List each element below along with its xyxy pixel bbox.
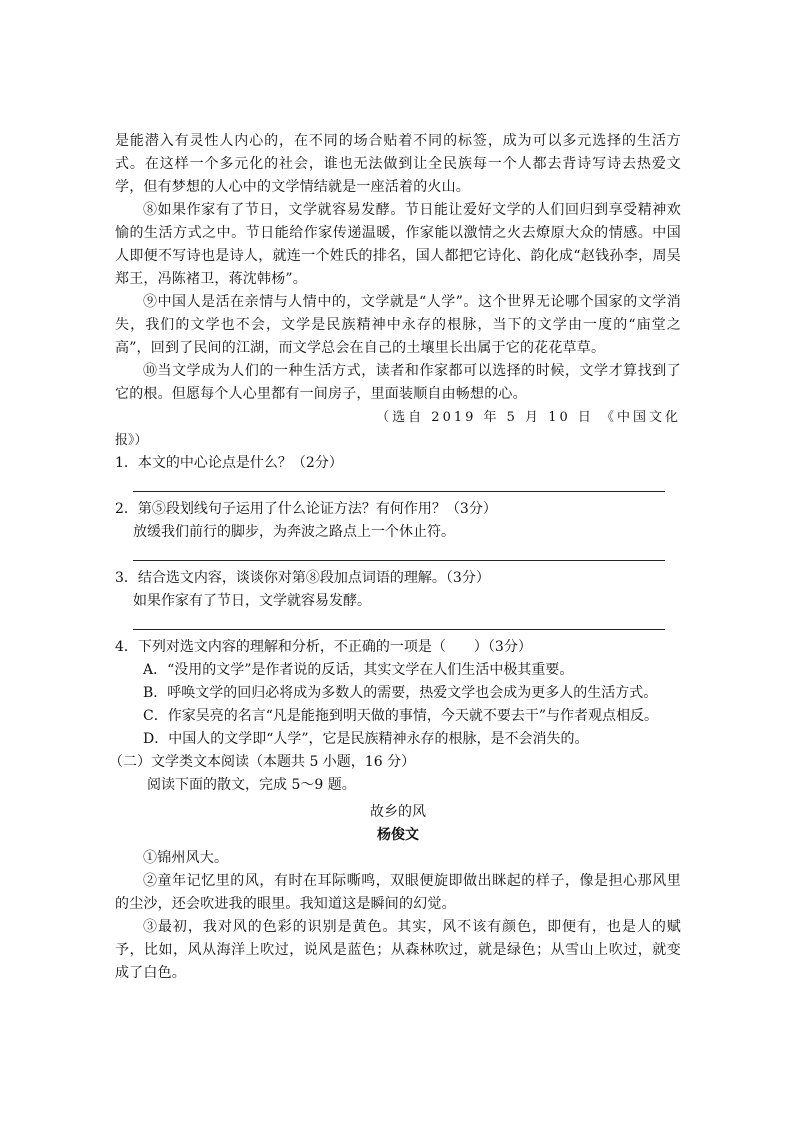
source-citation-tail: 报》） (115, 433, 148, 448)
section-heading: （二）文学类文本阅读（本题共 5 小题，16 分） (109, 754, 416, 770)
option-a[interactable]: A．“没用的文学”是作者说的反话，其实文学在人们生活中极其重要。 (143, 662, 574, 678)
essay-paragraph-1: ①锦州风大。 (143, 850, 229, 866)
section-instruction: 阅读下面的散文，完成 5～9 题。 (147, 777, 356, 793)
question-3-quote: 如果作家有了节日，文学就容易发酵。 (133, 593, 371, 609)
passage-paragraph-10: ⑩当文学成为人们的一种生活方式，读者和作家都可以选择的时候，文学才算找到了它的根。但愿每个人心里都有一间房子，里面装顺自由畅想的心。 (115, 363, 681, 402)
option-d[interactable]: D．中国人的文学即“人学”，它是民族精神永存的根脉，是不会消失的。 (143, 731, 589, 747)
question-4: 4．下列对选文内容的理解和分析，不正确的一项是（ ）（3分） (115, 639, 532, 655)
exam-page (109, 130, 681, 985)
essay-author: 杨俊文 (377, 827, 419, 843)
answer-line-1[interactable] (133, 477, 665, 492)
answer-line-3[interactable] (133, 615, 665, 630)
passage-paragraph-9: ⑨中国人是活在亲情与人情中的，文学就是“人学”。这个世界无论哪个国家的文学消失，我们的文学也不会，文学是民族精神中永存的根脉，当下的文学由一度的“庙堂之高”，回到了民间的江湖，而文学总会在自己的土壤里长出属于它的花花草草。 (115, 294, 681, 356)
option-c[interactable]: C．作家吴亮的名言“凡是能拖到明天做的事情，今天就不要去干”与作者观点相反。 (143, 708, 659, 724)
question-2: 2．第⑤段划线句子运用了什么论证方法？有何作用？（3分） (115, 501, 497, 517)
passage-paragraph-continued: 是能潜入有灵性人内心的，在不同的场合贴着不同的标签，成为可以多元选择的生活方式。在这样一个多元化的社会，谁也无法做到让全民族每一个人都去背诗写诗去热爱文学，但有梦想的人心中的文学情结就是一座活着的火山。 (115, 133, 681, 195)
source-citation: （选自 2019 年 5 月 10 日 《中国文化 (376, 410, 681, 425)
option-b[interactable]: B．呼唤文学的回归必将成为多数人的需要，热爱文学也会成为更多人的生活方式。 (143, 685, 658, 701)
passage-paragraph-8: ⑧如果作家有了节日，文学就容易发酵。节日能让爱好文学的人们回归到享受精神欢愉的生活方式之中。节日能给作家传递温暖，作家能以激情之火去燎原大众的情感。中国人即便不写诗也是诗人，就连一个姓氏的排名，国人都把它诗化、韵化成“赵钱孙李，周吴郑王，冯陈褚卫，蒋沈韩杨”。 (115, 202, 681, 287)
essay-title: 故乡的风 (370, 804, 426, 820)
question-3: 3．结合选文内容，谈谈你对第⑧段加点词语的理解。（3分） (115, 570, 490, 586)
essay-paragraph-2: ②童年记忆里的风，有时在耳际嘶鸣，双眼便旋即做出眯起的样子，像是担心那风里的尘沙，还会吹进我的眼里。我知道这是瞬间的幻觉。 (115, 873, 681, 912)
essay-paragraph-3: ③最初，我对风的色彩的识别是黄色。其实，风不该有颜色，即便有，也是人的赋予，比如，风从海洋上吹过，说风是蓝色；从森林吹过，就是绿色；从雪山上吹过，就变成了白色。 (115, 919, 681, 981)
question-1: 1．本文的中心论点是什么？（2分） (115, 455, 343, 471)
question-2-quote: 放缓我们前行的脚步，为奔波之路点上一个休止符。 (133, 524, 455, 540)
answer-line-2[interactable] (133, 546, 665, 561)
